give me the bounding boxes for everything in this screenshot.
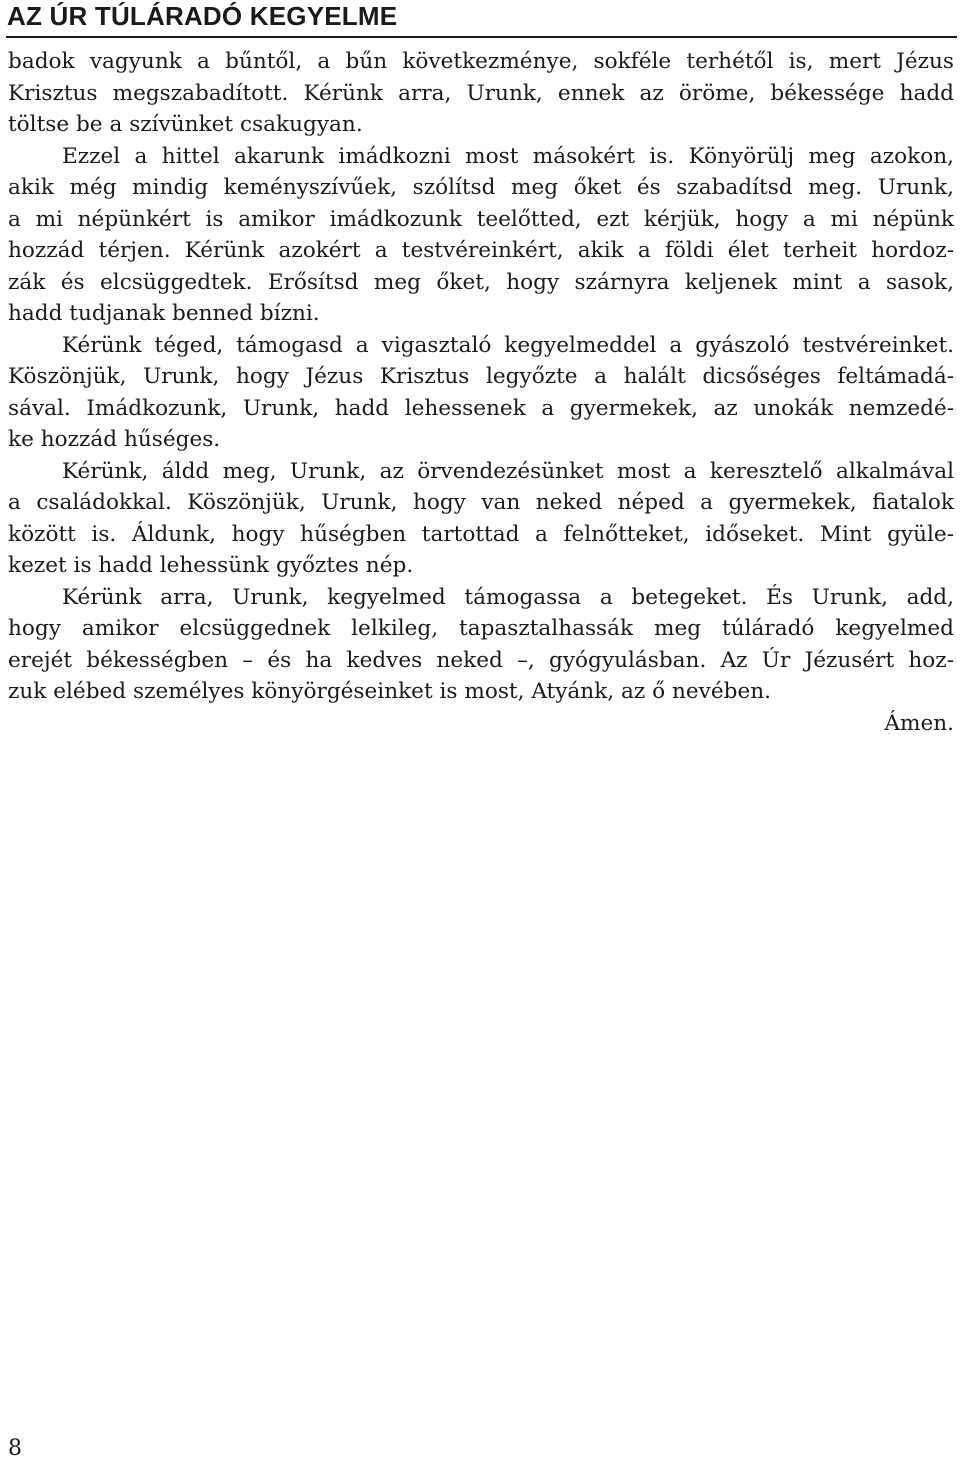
- text-line: töltse be a szívünket csakugyan.: [8, 112, 363, 137]
- text-line: a családokkal. Köszönjük, Urunk, hogy van neked néped a gyermekek, fiatalok: [8, 490, 954, 515]
- text-line: hadd tudjanak benned bízni.: [8, 301, 320, 326]
- text-line: erejét békességben – és ha kedves neked –, gyógyulásban. Az Úr Jézusért hoz-: [8, 647, 954, 673]
- text-line: a mi népünkért is amikor imádkozunk teelőtted, ezt kérjük, hogy a mi népünk: [8, 206, 954, 232]
- text-line: ke hozzád hűséges.: [8, 427, 221, 452]
- page-number: 8: [8, 1436, 22, 1461]
- header-rule: [6, 36, 957, 38]
- text-line: akik még mindig keményszívűek, szólítsd meg őket és szabadítsd meg. Urunk,: [8, 175, 954, 200]
- text-line: Köszönjük, Urunk, hogy Jézus Krisztus legyőzte a halált dicsőséges feltámadá-: [8, 364, 954, 389]
- text-line: között is. Áldunk, hogy hűségben tartottad a felnőtteket, időseket. Mint gyüle-: [8, 521, 954, 547]
- text-line: Kérünk arra, Urunk, kegyelmed támogassa a betegeket. És Urunk, add,: [62, 584, 954, 610]
- text-line: zuk elébed személyes könyörgéseinket is most, Atyánk, az ő nevében.: [8, 679, 772, 704]
- text-line: badok vagyunk a bűntől, a bűn következménye, sokféle terhétől is, mert Jézus: [8, 49, 954, 74]
- text-line: hozzád térjen. Kérünk azokért a testvéreinkért, akik a földi élet terheit hordoz-: [8, 238, 954, 263]
- running-head-title: AZ ÚR TÚLÁRADÓ KEGYELME: [7, 1, 398, 31]
- text-line: kezet is hadd lehessünk győztes nép.: [8, 553, 414, 578]
- text-line: Krisztus megszabadított. Kérünk arra, Urunk, ennek az öröme, békessége hadd: [8, 80, 954, 106]
- prayer-text: [8, 46, 954, 739]
- amen-line: Ámen.: [884, 710, 954, 736]
- text-line: Ezzel a hittel akarunk imádkozni most másokért is. Könyörülj meg azokon,: [62, 143, 954, 169]
- text-line: zák és elcsüggedtek. Erősítsd meg őket, hogy szárnyra keljenek mint a sasok,: [8, 269, 954, 295]
- text-line: sával. Imádkozunk, Urunk, hadd lehessenek a gyermekek, az unokák nemzedé-: [8, 395, 954, 421]
- text-line: Kérünk, áldd meg, Urunk, az örvendezésünket most a keresztelő alkalmával: [62, 458, 954, 484]
- text-line: hogy amikor elcsüggednek lelkileg, tapasztalhassák meg túláradó kegyelmed: [8, 616, 954, 641]
- text-line: Kérünk téged, támogasd a vigasztaló kegyelmeddel a gyászoló testvéreinket.: [62, 332, 954, 358]
